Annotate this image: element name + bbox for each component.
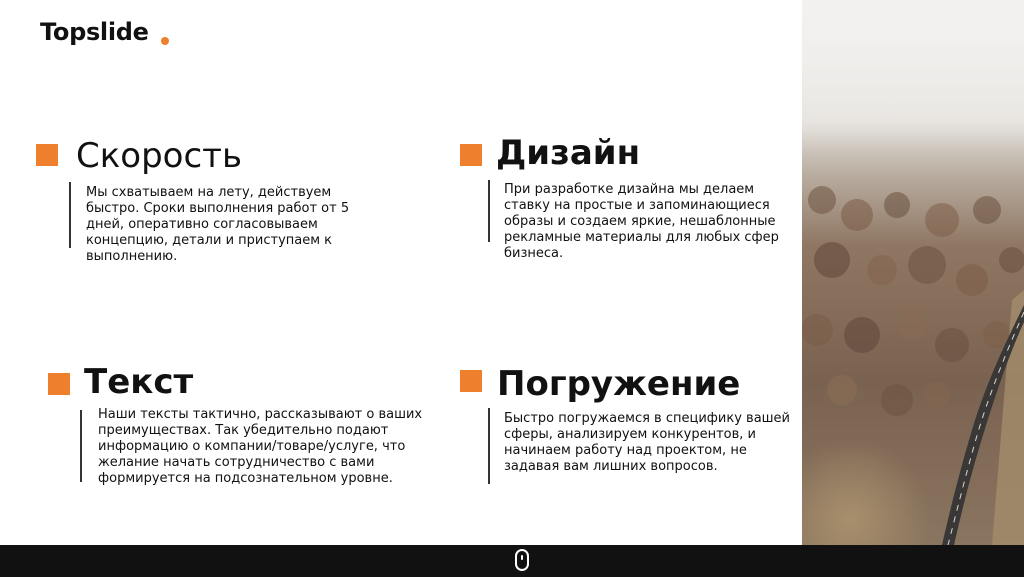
feature-description: Наши тексты тактично, рассказывают о ваших преимуществах. Так убедительно подают информацию о компании/товаре/услуге, что желание начать сотрудничество с вами формируется на подсознательном уровне. [98, 407, 423, 486]
feature-description: При разработке дизайна мы делаем ставку на простые и запоминающиеся образы и создаем яркие, нешаблонные рекламные материалы для любых сфер бизнеса. [504, 182, 779, 261]
brand-logo-dot [161, 37, 169, 45]
feature-description: Быстро погружаемся в специфику вашей сферы, анализируем конкурентов, и начинаем работу над проектом, не задавая вам лишних вопросов. [504, 411, 790, 474]
orange-square-icon [36, 144, 58, 166]
orange-square-icon [48, 373, 70, 395]
mouse-scroll-icon[interactable] [515, 549, 529, 571]
divider-bar [80, 410, 82, 482]
feature-title: Погружение [497, 364, 741, 404]
forest-road-image [802, 0, 1024, 545]
divider-bar [488, 180, 490, 242]
feature-title: Дизайн [496, 133, 641, 173]
footer-bar [0, 545, 1024, 577]
feature-title: Текст [84, 362, 194, 402]
forest-road-photo [802, 0, 1024, 545]
brand-logo: Topslide [40, 18, 149, 46]
divider-bar [69, 182, 71, 248]
orange-square-icon [460, 370, 482, 392]
divider-bar [488, 408, 490, 484]
feature-description: Мы схватываем на лету, действуем быстро. Сроки выполнения работ от 5 дней, оперативно согласовываем концепцию, детали и приступаем к выполнению. [86, 185, 350, 264]
orange-square-icon [460, 144, 482, 166]
feature-title: Скорость [76, 136, 242, 176]
